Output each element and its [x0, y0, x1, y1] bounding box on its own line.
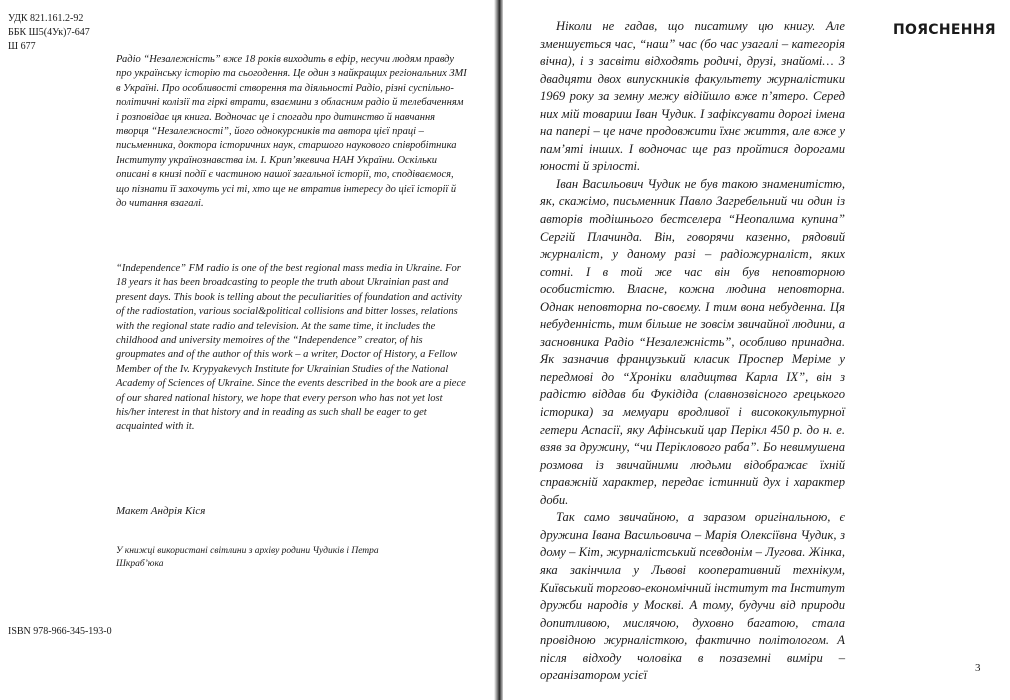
annotation-english [116, 262, 468, 435]
layout-credit: Макет Андрія Кіся [116, 505, 206, 517]
bbk-code: ББК Ш5(4Ук)7-647 [8, 27, 90, 38]
annotation-ukrainian-text: Радіо “Незалежність” вже 18 років виходить в ефір, несучи людям правду про українську історію та сьогодення. Це один з найкращих регіональних ЗМІ в Україні. Про особливості створення та діяльності Радіо, різні суспільно-політичні колізії та гіркі втрати, взаємини з обласним радіо й телебаченням і розповідає ця книга. Водночас це і спогади про дитинство й навчання творця “Незалежності”, його однокурсників та автора цієї праці – письменника, доктора історичних наук, старшого наукового співробітника Інституту українознавства ім. І. Крип’якевича НАН України. Оскільки описані в книзі події є частиною нашої загальної історії, то, сподіваємося, що пізнати її захочуть усі ті, хто ще не втратив інтересу до цієї історії й до читання взагалі. [116, 54, 467, 210]
page-number: 3 [975, 662, 981, 674]
preface-paragraph: Ніколи не гадав, що писатиму цю книгу. Але зменшується час, “наш” час (бо час узагалі – категорія вічна), і з засвіти відходять родичі, друзі, знайомі… З двадцяти двох випускників факультету журналістики 1969 року за земну межу відійшло вже п’ятеро. Серед них мій товариш Іван Чудик. І зафіксувати дорогі імена на папері – це наче продовжити їхнє життя, але вже у пам’яті інших. І водночас ще раз пройтися дорогами юності й зрілості. [540, 19, 845, 174]
preface-body [540, 18, 845, 685]
preface-paragraph: Іван Васильович Чудик не був такою знаменитістю, як, скажімо, письменник Павло Загребельний чи один із авторів тодішнього бестселера “Неопалима купина” Сергій Плачинда. Він, говорячи казенно, рядовий журналіст, у даному разі – радіожурналіст, яких сотні. І в той же час він був неповторною особистістю. Власне, кожна людина неповторна. Однак неповторна по-своєму. І тим вона небуденна. Ця небуденність, тим більше не зовсім звичайної людини, а засновника Радіо “Незалежність”, особливо принадна. Як зазначив французький класик Проспер Меріме у передмові до “Хроніки владицтва Карла IX”, він з радістю віддав би Фукідіда (славнозвісного грецького історика) за мемуари вродливої і висококультурної гетери Аспасії, яку Афінський цар Перікл 450 р. до н. е. взяв за дружину, “чи Періклового раба”. Бо невимушена розмова із звичайними людьми відображає їхній справжній характер, передає істинний дух і характер доби. [540, 176, 845, 507]
classification-codes [8, 12, 90, 54]
isbn: ISBN 978-966-345-193-0 [8, 626, 112, 637]
right-page [503, 0, 1010, 700]
author-mark: Ш 677 [8, 41, 36, 52]
photo-credit: У книжці використані світлини з архіву родини Чудиків і Петра Шкраб’юка [116, 546, 379, 569]
section-heading: ПОЯСНЕННЯ [893, 22, 996, 38]
annotation-english-text: “Independence” FM radio is one of the best regional mass media in Ukraine. For 18 years it has been broadcasting to people the truth about Ukrainian past and present days. This book is telling about the peculiarities of foundation and activity of the radiostation, various social&political collisions and bitter losses, relations with the regional state radio and television. At the same time, it includes the childhood and university memoires of the “Independence” creator, of his groupmates and of the author of this work – a writer, Doctor of History, a Fellow Member of the Iv. Krypyakevych Institute for Ukrainian Studies of the National Academy of Sciences of Ukraine. Since the events described in the book are a piece of our shared national history, we hope that every person who has not yet lost his/her interest in that history and in reading as such shall be eager to get acquainted with it. [116, 263, 466, 433]
udc-code: УДК 821.161.2-92 [8, 13, 84, 24]
annotation-ukrainian [116, 53, 468, 211]
left-page [0, 0, 497, 700]
preface-paragraph: Так само звичайною, а заразом оригінальною, є дружина Івана Васильовича – Марія Олексіївна Чудик, з дому – Кіт, журналістський псевдонім – Лугова. Жінка, яка закінчила у Львові кооперативний технікум, Київський торгово-економічний інститут та Інститут дружби народів у Москві. А тому, будучи від природи допитливою, мислячою, духовно багатою, стала провідною журналісткою, фактично політологом. А після відходу чоловіка в позаземні виміри – організатором усієї [540, 510, 845, 683]
